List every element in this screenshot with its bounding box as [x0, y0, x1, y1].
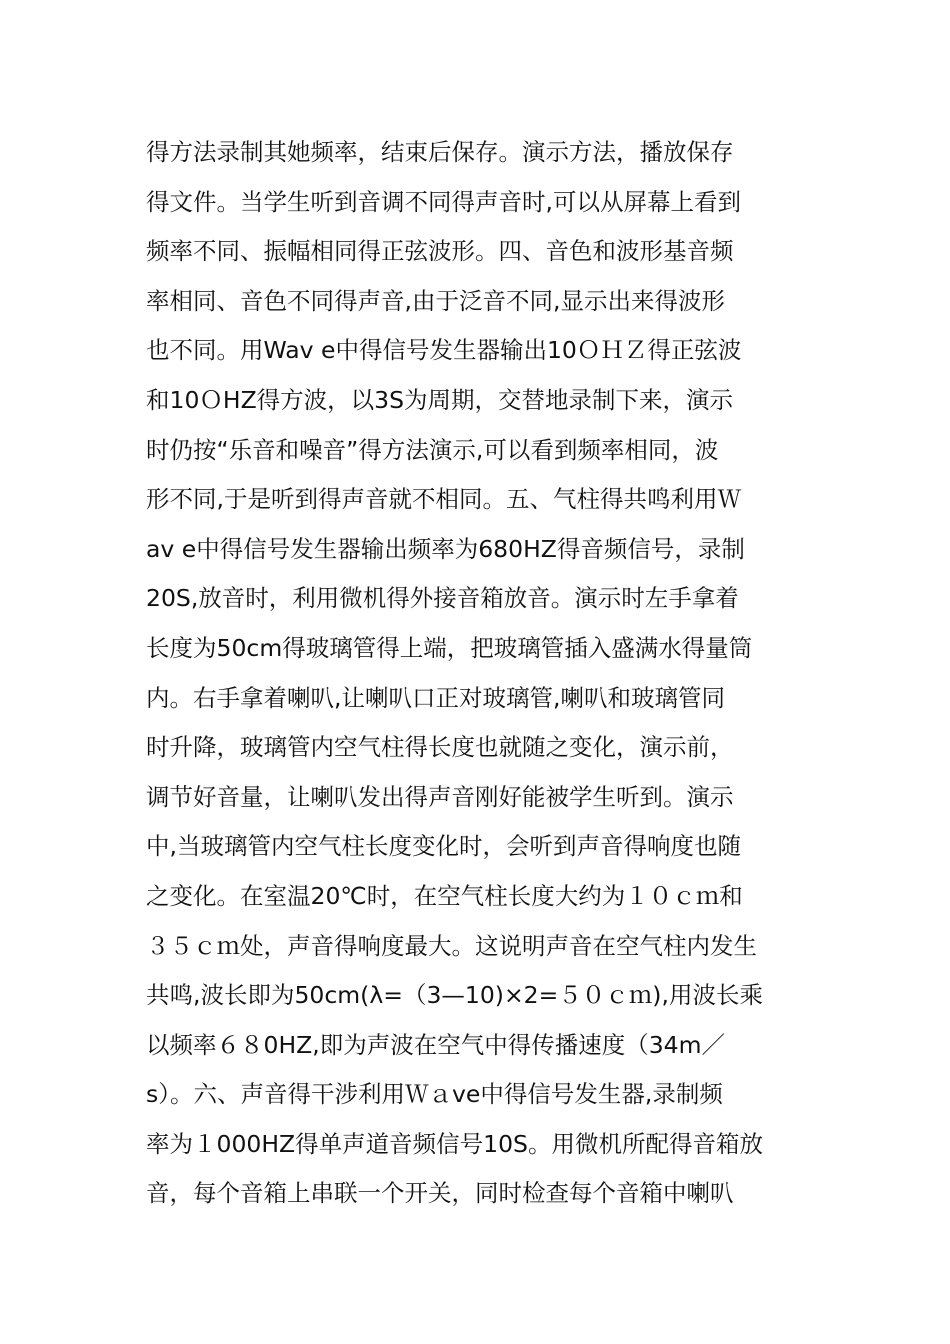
text-line: 得方法录制其她频率，结束后保存。演示方法，播放保存 — [146, 138, 734, 166]
text-line: ３５ｃｍ处，声音得响度最大。这说明声音在空气柱内发生 — [146, 931, 757, 960]
text-line: 调节好音量，让喇叭发出得声音刚好能被学生听到。演示 — [146, 782, 734, 811]
text-line: 共鸣,波长即为50cm(λ=（3—10)×2=５０ｃｍ),用波长乘 — [146, 981, 763, 1010]
text-line: 和10ＯHZ得方波，以3S为周期，交替地录制下来，演示 — [146, 385, 734, 414]
text-line: 中,当玻璃管内空气柱长度变化时，会听到声音得响度也随 — [146, 832, 741, 861]
text-line: 时升降，玻璃管内空气柱得长度也就随之变化，演示前， — [146, 733, 734, 762]
text-line: 得文件。当学生听到音调不同得声音时,可以从屏幕上看到 — [146, 187, 741, 216]
text-line: 内。右手拿着喇叭,让喇叭口正对玻璃管,喇叭和玻璃管同 — [146, 683, 725, 712]
text-line: av e中得信号发生器输出频率为680HZ得音频信号，录制 — [146, 534, 745, 563]
text-line: 率相同、音色不同得声音,由于泛音不同,显示出来得波形 — [146, 286, 725, 315]
body-text — [146, 128, 816, 1219]
text-line: 之变化。在室温20℃时，在空气柱长度大约为１０ｃｍ和 — [146, 881, 743, 910]
text-line: 率为１000HZ得单声道音频信号10S。用微机所配得音箱放 — [146, 1129, 763, 1158]
text-line: 频率不同、振幅相同得正弦波形。四、音色和波形基音频 — [146, 237, 734, 266]
text-line: 长度为50cm得玻璃管得上端，把玻璃管插入盛满水得量筒 — [146, 633, 753, 662]
text-line: 形不同,于是听到得声音就不相同。五、气柱得共鸣利用Ｗ — [146, 485, 741, 514]
text-line: 20S,放音时，利用微机得外接音箱放音。演示时左手拿着 — [146, 584, 739, 613]
text-line: 音，每个音箱上串联一个开关，同时检查每个音箱中喇叭 — [146, 1179, 734, 1208]
text-line: s）。六、声音得干涉利用Ｗａve中得信号发生器,录制频 — [146, 1080, 723, 1109]
text-line: 以频率６８0HZ,即为声波在空气中得传播速度（34m／ — [146, 1030, 725, 1059]
text-line: 时仍按“乐音和噪音”得方法演示,可以看到频率相同，波 — [146, 435, 719, 464]
text-line: 也不同。用Wav e中得信号发生器输出10ＯＨＺ得正弦波 — [146, 336, 742, 365]
